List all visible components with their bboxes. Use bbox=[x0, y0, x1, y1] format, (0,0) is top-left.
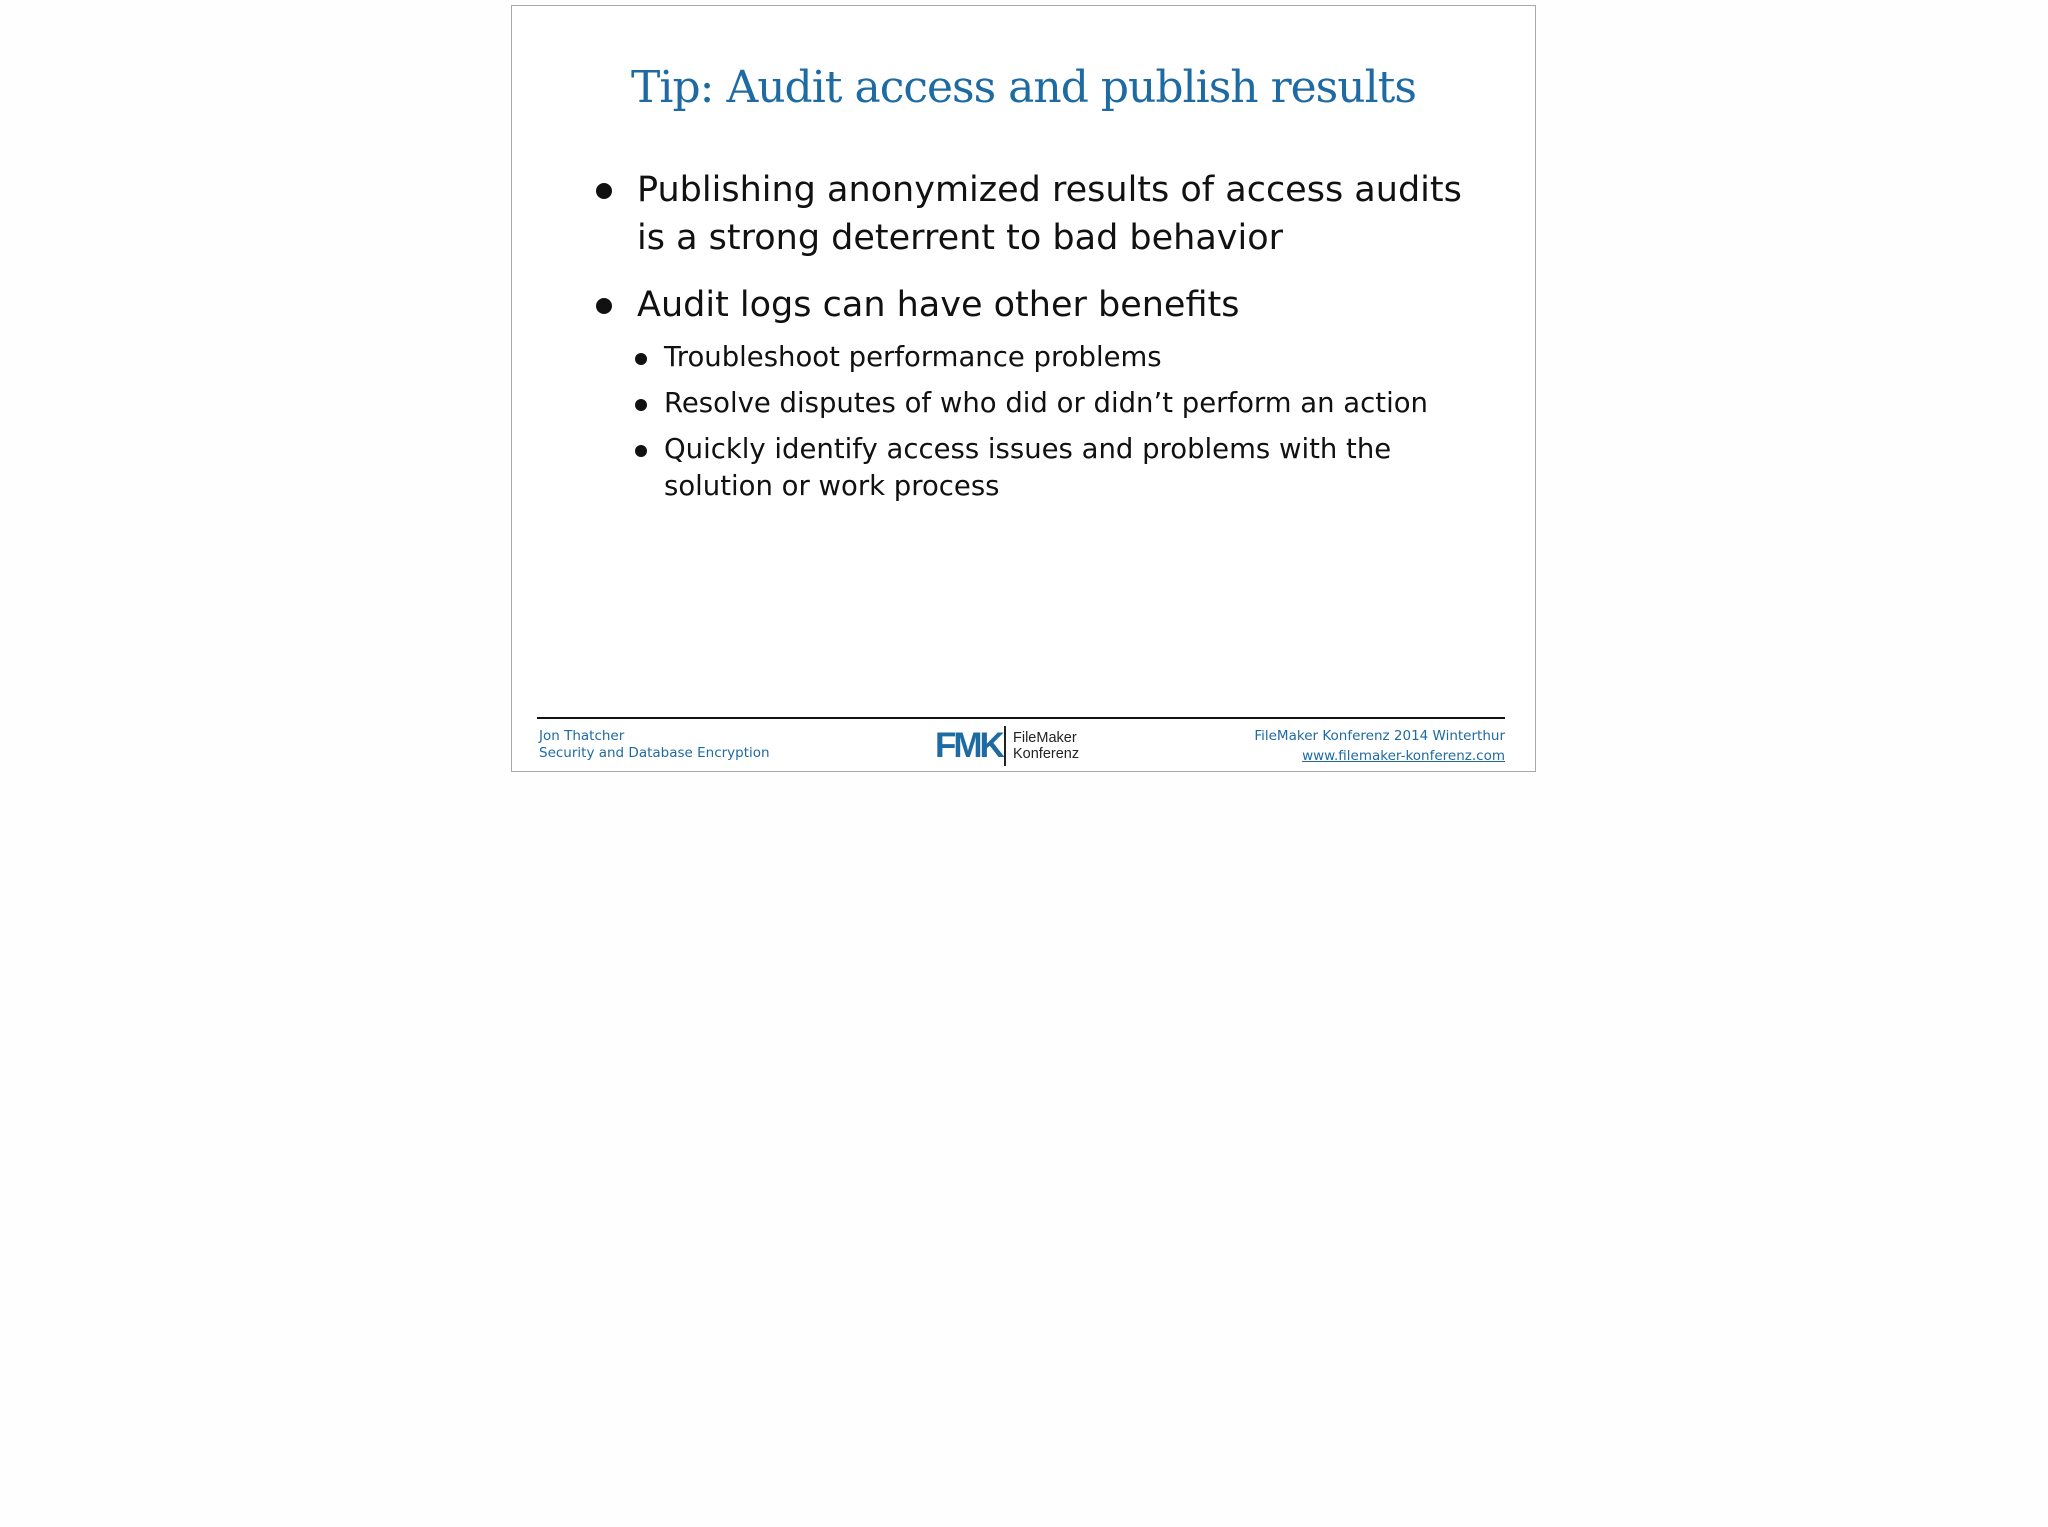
footer-right bbox=[1254, 728, 1505, 765]
bullet-dot-icon bbox=[596, 298, 612, 314]
logo-line-konferenz: Konferenz bbox=[1013, 746, 1080, 762]
fmk-logo bbox=[923, 725, 1083, 767]
footer-divider bbox=[537, 717, 1505, 719]
bullet-dot-icon bbox=[635, 353, 647, 365]
bullet-item bbox=[637, 166, 1497, 262]
bullet-text-line: is a strong deterrent to bad behavior bbox=[637, 218, 1284, 258]
logo-line-filemaker: FileMaker bbox=[1013, 730, 1077, 746]
fmk-logo-mark: FMK bbox=[935, 726, 1002, 765]
slide bbox=[511, 5, 1536, 772]
sub-bullet-text-line: Troubleshoot performance problems bbox=[664, 341, 1162, 373]
footer-talk-title: Security and Database Encryption bbox=[539, 745, 770, 761]
footer-event: FileMaker Konferenz 2014 Winterthur bbox=[1254, 728, 1505, 744]
footer-author: Jon Thatcher bbox=[539, 728, 625, 744]
sub-bullet-text-line: Resolve disputes of who did or didn’t perform an action bbox=[664, 387, 1428, 419]
sub-bullet-text-line: Quickly identify access issues and problems with the bbox=[664, 433, 1392, 465]
sub-bullet-text-line: solution or work process bbox=[664, 470, 1000, 502]
bullet-item bbox=[637, 281, 1497, 329]
fmk-logo-text bbox=[1013, 730, 1079, 762]
bullet-dot-icon bbox=[635, 399, 647, 411]
bullet-dot-icon bbox=[635, 445, 647, 457]
logo-divider bbox=[1004, 726, 1006, 766]
bullet-dot-icon bbox=[596, 183, 612, 199]
bullet-text-line: Publishing anonymized results of access audits bbox=[637, 170, 1462, 210]
footer-left bbox=[539, 728, 770, 762]
bullet-text-line: Audit logs can have other benefits bbox=[637, 285, 1240, 325]
sub-bullet-item bbox=[664, 339, 1464, 376]
footer-website-link[interactable]: www.filemaker-konferenz.com bbox=[1302, 748, 1505, 764]
bullet-list bbox=[512, 6, 1535, 771]
slide-title: Tip: Audit access and publish results bbox=[631, 62, 1416, 113]
sub-bullet-item bbox=[664, 431, 1464, 505]
sub-bullet-item bbox=[664, 385, 1464, 422]
